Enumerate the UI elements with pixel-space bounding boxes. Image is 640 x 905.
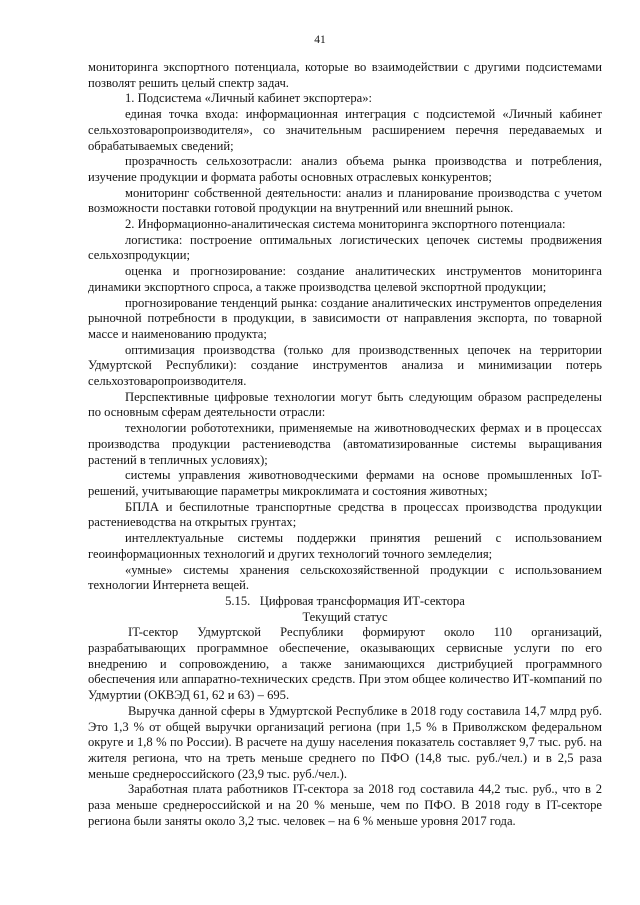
subsection-heading: Текущий статус xyxy=(302,609,388,624)
list-item: прогнозирование тенденций рынка: создание аналитических инструментов определения рыночной потребности в продукции, в зависимости от направления экспорта, по товарной массе и наименованию продукта; xyxy=(88,295,602,341)
list-item: оптимизация производства (только для производственных цепочек на территории Удмуртской Республики): создание инструментов анализа и минимизации потерь сельхозтоваропроизводителя. xyxy=(88,342,602,389)
paragraph: Выручка данной сферы в Удмуртской Республике в 2018 году составила 14,7 млрд руб. Это 1,3 % от общей выручки организаций региона (при 1,5 % в Приволжском федеральном округе и 1,8 % по России). В расчете на душу населения показатель составляет 9,7 тыс. руб. на жителя региона, что на треть меньше среднего по ПФО (14,8 тыс. руб./чел.) и в 2,5 раза меньше среднероссийского (23,9 тыс. руб./чел.). xyxy=(88,703,602,781)
paragraph: IT-сектор Удмуртской Республики формируют около 110 организаций, разрабатывающих программное обеспечение, оказывающих сервисные услуги по его внедрению и сопровождению, а также занимающихся дистрибуцией программного обеспечения или аппаратно-технических средств. При этом общее количество ИТ-компаний по Удмуртии (ОКВЭД 61, 62 и 63) – 695. xyxy=(88,625,602,703)
list-item: оценка и прогнозирование: создание аналитических инструментов мониторинга динамики экспортного спроса, а также производства целевой экспортной продукции; xyxy=(88,264,602,294)
list-item: технологии робототехники, применяемые на животноводческих фермах и в процессах производства продукции растениеводства (автоматизированные системы выращивания растений в тепличных условиях); xyxy=(88,421,602,467)
list-item: мониторинг собственной деятельности: анализ и планирование производства с учетом возможности поставки готовой продукции на внутренний или внешний рынок. xyxy=(88,185,602,216)
paragraph: Перспективные цифровые технологии могут быть следующим образом распределены по основным сферам деятельности отрасли: xyxy=(88,389,602,420)
list-item: интеллектуальные системы поддержки принятия решений с использованием геоинформационных технологий и других технологий точного земледелия; xyxy=(88,531,602,561)
list-heading-1: 1. Подсистема «Личный кабинет экспортера»: xyxy=(125,91,373,106)
paragraph: мониторинга экспортного потенциала, которые во взаимодействии с другими подсистемами позволят решить целый спектр задач. xyxy=(88,60,602,90)
list-item: прозрачность сельхозотрасли: анализ объема рынка производства и потребления, изучение продукции и формата работы основных отраслевых конкурентов; xyxy=(88,154,602,184)
list-item: БПЛА и беспилотные транспортные средства в процессах производства продукции растениеводства на открытых грунтах; xyxy=(88,499,602,530)
list-item: «умные» системы хранения сельскохозяйственной продукции с использованием технологии Интернета вещей. xyxy=(88,562,602,593)
list-item: системы управления животноводческими фермами на основе промышленных IoT-решений, учитывающие параметры микроклимата и состояния животных; xyxy=(88,468,602,498)
section-heading: 5.15. Цифровая трансформация ИТ-сектора xyxy=(225,593,465,608)
paragraph: Заработная плата работников IT-сектора за 2018 год составила 44,2 тыс. руб., что в 2 раза меньше среднероссийской и на 20 % меньше, чем по ПФО. В 2018 году в IT-секторе региона были заняты около 3,2 тыс. человек – на 6 % меньше уровня 2017 года. xyxy=(88,782,602,828)
list-item: логистика: построение оптимальных логистических цепочек системы продвижения сельхозпродукции; xyxy=(88,232,602,263)
page-body xyxy=(88,60,602,829)
list-heading-2: 2. Информационно-аналитическая система мониторинга экспортного потенциала: xyxy=(125,217,566,232)
list-item: единая точка входа: информационная интеграция с подсистемой «Личный кабинет сельхозтоваропроизводителя», со значительным расширением перечня передаваемых и обрабатываемых сведений; xyxy=(88,107,602,153)
page-number: 41 xyxy=(314,34,326,46)
